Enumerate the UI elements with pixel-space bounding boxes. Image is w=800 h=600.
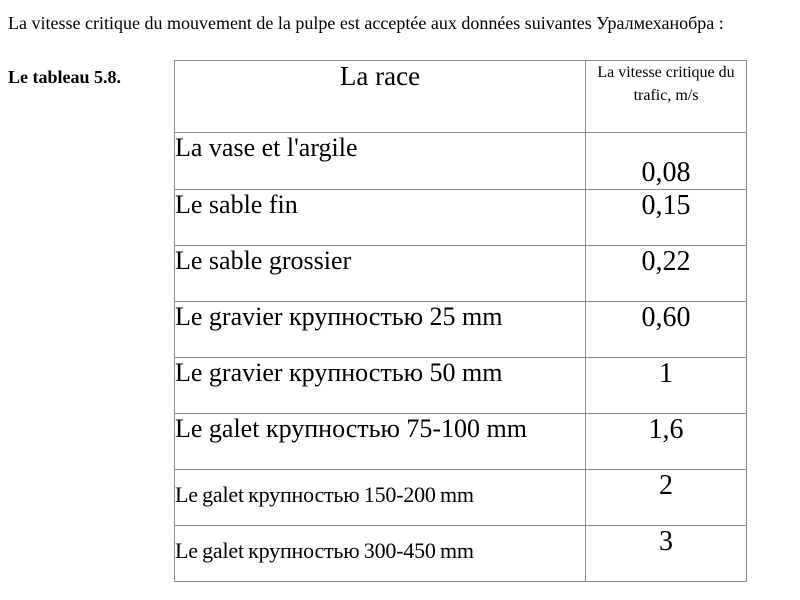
speed-value: 0,22	[641, 246, 691, 277]
intro-paragraph: La vitesse critique du mouvement de la pulpe est acceptée aux données suivantes Уралмеханобра :	[8, 13, 724, 33]
cell-speed	[586, 302, 747, 358]
table-row	[175, 358, 747, 414]
table-row	[175, 190, 747, 246]
cell-race	[175, 358, 586, 414]
race-label: Le galet крупностью 75-100 mm	[175, 414, 528, 443]
table-row	[175, 302, 747, 358]
cell-speed	[586, 526, 747, 582]
cell-speed	[586, 414, 747, 470]
table-row	[175, 526, 747, 582]
table-row	[175, 133, 747, 190]
race-label: Le gravier крупностью 50 mm	[175, 358, 503, 387]
race-label: Le galet крупностью 150-200 mm	[175, 482, 474, 507]
cell-race	[175, 470, 586, 526]
cell-race	[175, 133, 586, 190]
table-row	[175, 470, 747, 526]
speed-value: 0,08	[641, 157, 691, 188]
critical-velocity-table	[174, 60, 747, 582]
header-critical-speed: La vitesse critique du trafic, m/s	[586, 61, 747, 133]
table-row	[175, 246, 747, 302]
cell-speed	[586, 190, 747, 246]
cell-race	[175, 246, 586, 302]
cell-speed	[586, 470, 747, 526]
speed-value: 0,15	[641, 190, 691, 221]
cell-speed	[586, 358, 747, 414]
cell-speed	[586, 246, 747, 302]
race-label: Le galet крупностью 300-450 mm	[175, 538, 474, 563]
race-label: Le gravier крупностью 25 mm	[175, 302, 503, 331]
race-label: Le sable fin	[175, 190, 298, 219]
speed-value: 0,60	[641, 302, 691, 333]
cell-race	[175, 414, 586, 470]
header-race: La race	[175, 61, 586, 133]
table-row	[175, 414, 747, 470]
race-label: Le sable grossier	[175, 246, 352, 275]
race-label: La vase et l'argile	[175, 133, 358, 162]
table-caption: Le tableau 5.8.	[8, 67, 122, 87]
speed-value: 1,6	[648, 414, 684, 445]
cell-race	[175, 190, 586, 246]
cell-race	[175, 302, 586, 358]
table-header-row	[175, 61, 747, 133]
speed-value: 2	[659, 470, 673, 501]
speed-value: 3	[659, 526, 673, 557]
cell-speed	[586, 133, 747, 190]
cell-race	[175, 526, 586, 582]
speed-value: 1	[659, 358, 673, 389]
